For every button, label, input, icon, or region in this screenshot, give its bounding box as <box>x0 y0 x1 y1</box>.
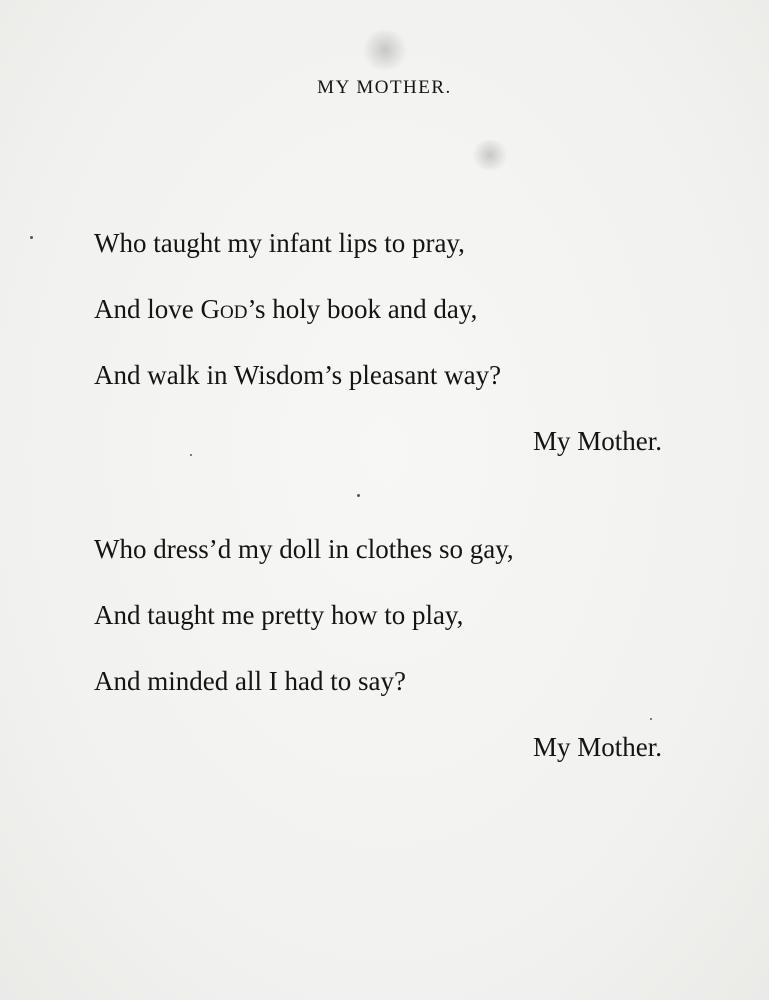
line-text: And love <box>94 294 201 324</box>
poem-line: Who dress’d my doll in clothes so gay, <box>94 534 514 564</box>
paper-smudge <box>360 30 410 70</box>
poem-refrain: My Mother. <box>532 732 662 762</box>
paper-speck <box>357 494 360 497</box>
poem-line: And taught me pretty how to play, <box>94 600 464 630</box>
poem-line <box>94 291 477 327</box>
poem-line: And walk in Wisdom’s pleasant way? <box>94 360 502 390</box>
paper-speck <box>190 454 192 456</box>
poem-line: And minded all I had to say? <box>94 666 406 696</box>
poem-refrain: My Mother. <box>532 426 662 456</box>
paper-smudge <box>470 140 510 170</box>
paper-speck <box>30 236 33 239</box>
line-text: ’s holy book and day, <box>247 294 478 324</box>
paper-speck <box>650 718 652 720</box>
poem-title: MY MOTHER. <box>317 77 452 98</box>
poem-line: Who taught my infant lips to pray, <box>94 228 465 258</box>
small-caps-word: God <box>200 294 248 324</box>
